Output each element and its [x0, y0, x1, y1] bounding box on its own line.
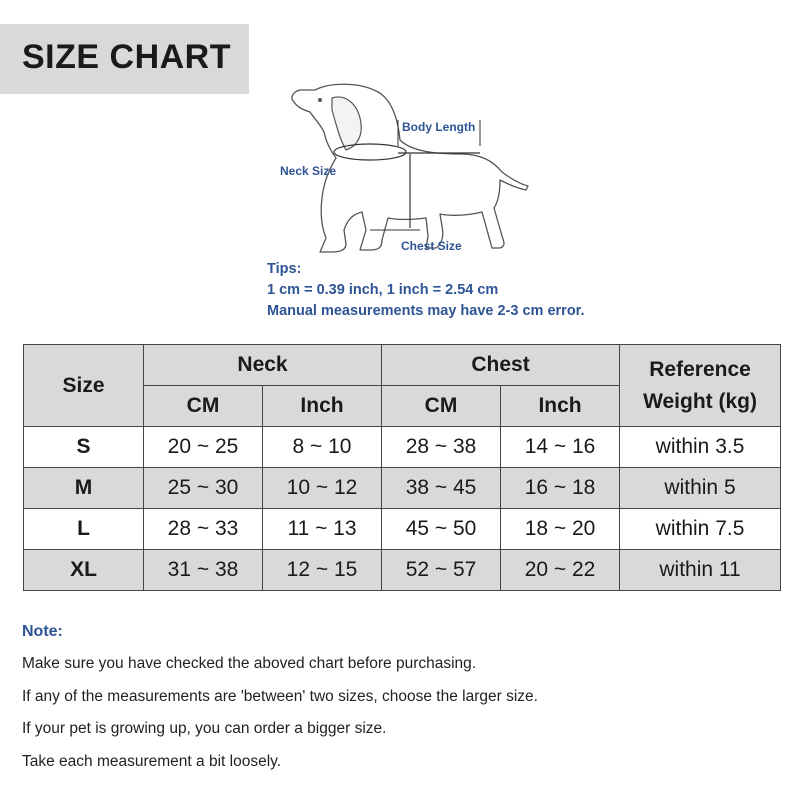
chest-cm-cell: 52 ~ 57 — [382, 550, 501, 591]
note-line: If any of the measurements are 'between' two sizes, choose the larger size. — [22, 688, 538, 705]
table-row — [24, 550, 781, 591]
tips-block — [267, 259, 585, 322]
note-line: Make sure you have checked the aboved chart before purchasing. — [22, 655, 477, 672]
chest-size-label: Chest Size — [401, 239, 462, 253]
size-column-header: Size — [24, 345, 144, 427]
neck-cm-header: CM — [144, 386, 263, 427]
neck-inch-cell: 11 ~ 13 — [263, 509, 382, 550]
chest-cm-header: CM — [382, 386, 501, 427]
page-title: SIZE CHART — [22, 38, 231, 76]
neck-size-label: Neck Size — [280, 164, 337, 178]
chest-inch-cell: 16 ~ 18 — [501, 468, 620, 509]
size-cell: M — [24, 468, 144, 509]
weight-cell: within 3.5 — [620, 427, 781, 468]
reference-weight-header — [620, 345, 781, 427]
note-line: Take each measurement a bit loosely. — [22, 753, 282, 770]
tips-error: Manual measurements may have 2-3 cm error. — [267, 303, 585, 319]
chest-cm-cell: 38 ~ 45 — [382, 468, 501, 509]
chest-group-header: Chest — [382, 345, 620, 386]
size-cell: XL — [24, 550, 144, 591]
table-row — [24, 468, 781, 509]
reference-header-line1: Reference — [649, 357, 751, 381]
note-title: Note: — [22, 623, 63, 640]
neck-inch-cell: 10 ~ 12 — [263, 468, 382, 509]
neck-cm-cell: 28 ~ 33 — [144, 509, 263, 550]
size-cell: S — [24, 427, 144, 468]
chest-cm-cell: 28 ~ 38 — [382, 427, 501, 468]
neck-cm-cell: 31 ~ 38 — [144, 550, 263, 591]
neck-inch-cell: 12 ~ 15 — [263, 550, 382, 591]
tips-conversion: 1 cm = 0.39 inch, 1 inch = 2.54 cm — [267, 282, 499, 298]
chest-inch-cell: 14 ~ 16 — [501, 427, 620, 468]
neck-cm-cell: 25 ~ 30 — [144, 468, 263, 509]
tips-heading: Tips: — [267, 261, 302, 277]
table-header-row — [24, 345, 781, 386]
weight-cell: within 7.5 — [620, 509, 781, 550]
body-length-label: Body Length — [402, 120, 476, 134]
chest-inch-cell: 20 ~ 22 — [501, 550, 620, 591]
neck-group-header: Neck — [144, 345, 382, 386]
weight-cell: within 5 — [620, 468, 781, 509]
size-table — [23, 344, 781, 591]
table-row — [24, 509, 781, 550]
reference-header-line2: Weight (kg) — [643, 389, 757, 413]
neck-cm-cell: 20 ~ 25 — [144, 427, 263, 468]
neck-inch-header: Inch — [263, 386, 382, 427]
note-line: If your pet is growing up, you can order a bigger size. — [22, 720, 387, 737]
chest-inch-header: Inch — [501, 386, 620, 427]
chest-cm-cell: 45 ~ 50 — [382, 509, 501, 550]
neck-inch-cell: 8 ~ 10 — [263, 427, 382, 468]
chest-inch-cell: 18 ~ 20 — [501, 509, 620, 550]
weight-cell: within 11 — [620, 550, 781, 591]
table-row — [24, 427, 781, 468]
size-cell: L — [24, 509, 144, 550]
